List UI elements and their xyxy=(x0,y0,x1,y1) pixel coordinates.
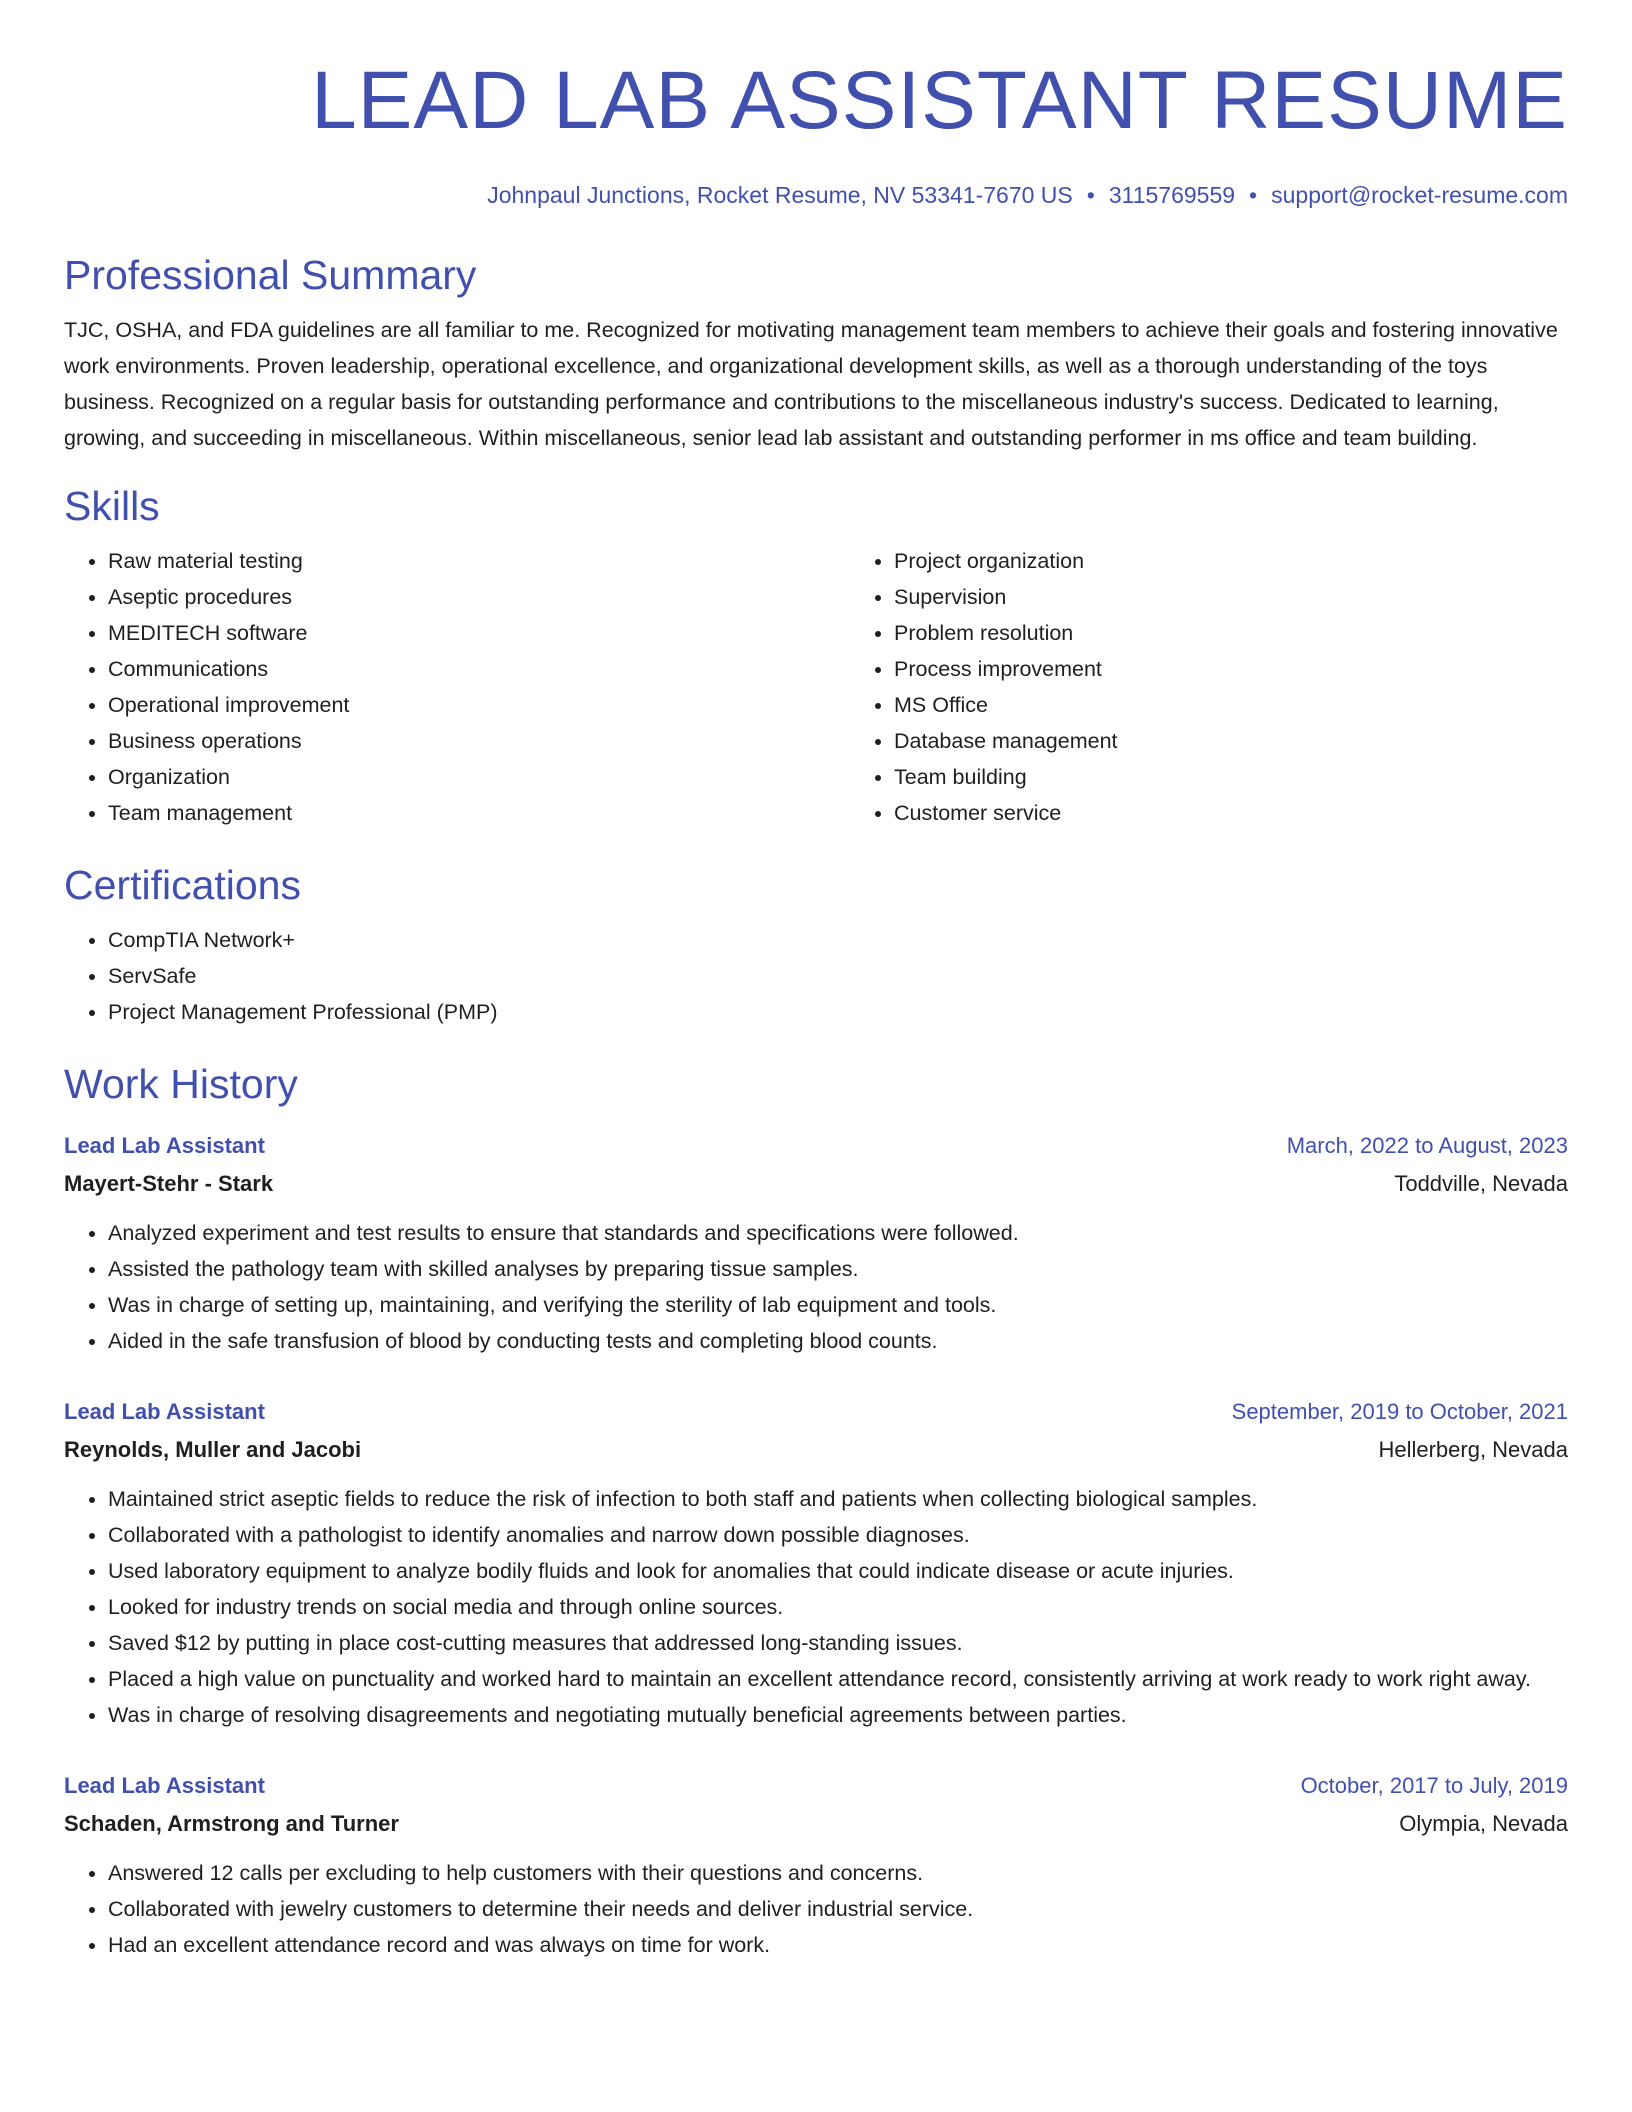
job-bullet: • Maintained strict aseptic fields to reduce the risk of infection to both staff and patients when collecting biological samples. xyxy=(108,1481,1568,1517)
skills-column-right xyxy=(850,543,1632,831)
skill-item: • Organization xyxy=(108,759,850,795)
resume-title: LEAD LAB ASSISTANT RESUME xyxy=(311,55,1568,146)
job-bullet: • Aided in the safe transfusion of blood by conducting tests and completing blood counts. xyxy=(108,1323,1568,1359)
job-bullet: • Collaborated with jewelry customers to determine their needs and deliver industrial service. xyxy=(108,1891,1568,1927)
separator-dot: • xyxy=(1086,182,1095,208)
job-dates: March, 2022 to August, 2023 xyxy=(1286,1133,1568,1159)
job-location: Toddville, Nevada xyxy=(1394,1171,1568,1197)
skill-item: • Process improvement xyxy=(894,651,1632,687)
skill-item: • Business operations xyxy=(108,723,850,759)
skill-item: • Customer service xyxy=(894,795,1632,831)
job-title: Lead Lab Assistant xyxy=(64,1773,265,1799)
job-location: Olympia, Nevada xyxy=(1399,1811,1568,1837)
job-bullet: • Had an excellent attendance record and was always on time for work. xyxy=(108,1927,1568,1963)
skill-item: • Team building xyxy=(894,759,1632,795)
skill-item: • Team management xyxy=(108,795,850,831)
job-bullet: • Looked for industry trends on social media and through online sources. xyxy=(108,1589,1568,1625)
work-history-heading: Work History xyxy=(64,1061,298,1108)
job-bullet: • Assisted the pathology team with skilled analyses by preparing tissue samples. xyxy=(108,1251,1568,1287)
job-header-row xyxy=(64,1767,1568,1805)
job-bullet: • Answered 12 calls per excluding to help customers with their questions and concerns. xyxy=(108,1855,1568,1891)
job-entry xyxy=(64,1767,1568,1963)
job-title: Lead Lab Assistant xyxy=(64,1133,265,1159)
job-location: Hellerberg, Nevada xyxy=(1378,1437,1568,1463)
job-company-row xyxy=(64,1805,1568,1843)
certifications-heading: Certifications xyxy=(64,862,301,909)
resume-page xyxy=(64,0,1568,1963)
skill-item: • Raw material testing xyxy=(108,543,850,579)
job-company-row xyxy=(64,1165,1568,1203)
certification-item: • Project Management Professional (PMP) xyxy=(108,994,1568,1030)
summary-text: TJC, OSHA, and FDA guidelines are all familiar to me. Recognized for motivating management team members to achieve their goals and fostering innovative work environments. Proven leadership, operational excellence, and organizational development skills, as well as a thorough understanding of the toys business. Recognized on a regular basis for outstanding performance and contributions to the miscellaneous industry's success. Dedicated to learning, growing, and succeeding in miscellaneous. Within miscellaneous, senior lead lab assistant and outstanding performer in ms office and team building. xyxy=(64,318,1558,451)
job-title: Lead Lab Assistant xyxy=(64,1399,265,1425)
job-bullet: • Used laboratory equipment to analyze bodily fluids and look for anomalies that could indicate disease or acute injuries. xyxy=(108,1553,1568,1589)
email-address: support@rocket-resume.com xyxy=(1271,182,1568,208)
company-name: Reynolds, Muller and Jacobi xyxy=(64,1437,362,1463)
job-bullet: • Analyzed experiment and test results to ensure that standards and specifications were followed. xyxy=(108,1215,1568,1251)
skill-item: • MS Office xyxy=(894,687,1632,723)
skill-item: • Supervision xyxy=(894,579,1632,615)
job-bullets xyxy=(64,1855,1568,1963)
skill-item: • Problem resolution xyxy=(894,615,1632,651)
skills-list xyxy=(64,543,1568,831)
phone-number: 3115769559 xyxy=(1108,182,1236,208)
job-company-row xyxy=(64,1431,1568,1469)
job-bullet: • Saved $12 by putting in place cost-cutting measures that addressed long-standing issues. xyxy=(108,1625,1568,1661)
skills-column-left xyxy=(64,543,850,831)
job-dates: September, 2019 to October, 2021 xyxy=(1231,1399,1568,1425)
job-header-row xyxy=(64,1127,1568,1165)
skill-item: • Database management xyxy=(894,723,1632,759)
skill-item: • Operational improvement xyxy=(108,687,850,723)
job-bullet: • Was in charge of resolving disagreements and negotiating mutually beneficial agreements between parties. xyxy=(108,1697,1568,1733)
summary-heading: Professional Summary xyxy=(64,252,477,298)
skill-item: • Project organization xyxy=(894,543,1632,579)
skill-item: • MEDITECH software xyxy=(108,615,850,651)
job-entry xyxy=(64,1127,1568,1359)
job-bullets xyxy=(64,1481,1568,1733)
company-name: Mayert-Stehr - Stark xyxy=(64,1171,274,1197)
skill-item: • Aseptic procedures xyxy=(108,579,850,615)
certification-item: • ServSafe xyxy=(108,958,1568,994)
company-name: Schaden, Armstrong and Turner xyxy=(64,1811,399,1837)
job-dates: October, 2017 to July, 2019 xyxy=(1300,1773,1568,1799)
job-entry xyxy=(64,1393,1568,1733)
certifications-list xyxy=(64,922,1568,1030)
job-bullets xyxy=(64,1215,1568,1359)
job-bullet: • Placed a high value on punctuality and worked hard to maintain an excellent attendance record, consistently arriving at work ready to work right away. xyxy=(108,1661,1568,1697)
contact-line xyxy=(64,182,1568,209)
job-bullet: • Was in charge of setting up, maintaining, and verifying the sterility of lab equipment and tools. xyxy=(108,1287,1568,1323)
address: Johnpaul Junctions, Rocket Resume, NV 53341-7670 US xyxy=(487,182,1073,208)
job-bullet: • Collaborated with a pathologist to identify anomalies and narrow down possible diagnoses. xyxy=(108,1517,1568,1553)
separator-dot: • xyxy=(1249,182,1258,208)
skills-heading: Skills xyxy=(64,483,160,530)
certification-item: • CompTIA Network+ xyxy=(108,922,1568,958)
job-header-row xyxy=(64,1393,1568,1431)
skill-item: • Communications xyxy=(108,651,850,687)
